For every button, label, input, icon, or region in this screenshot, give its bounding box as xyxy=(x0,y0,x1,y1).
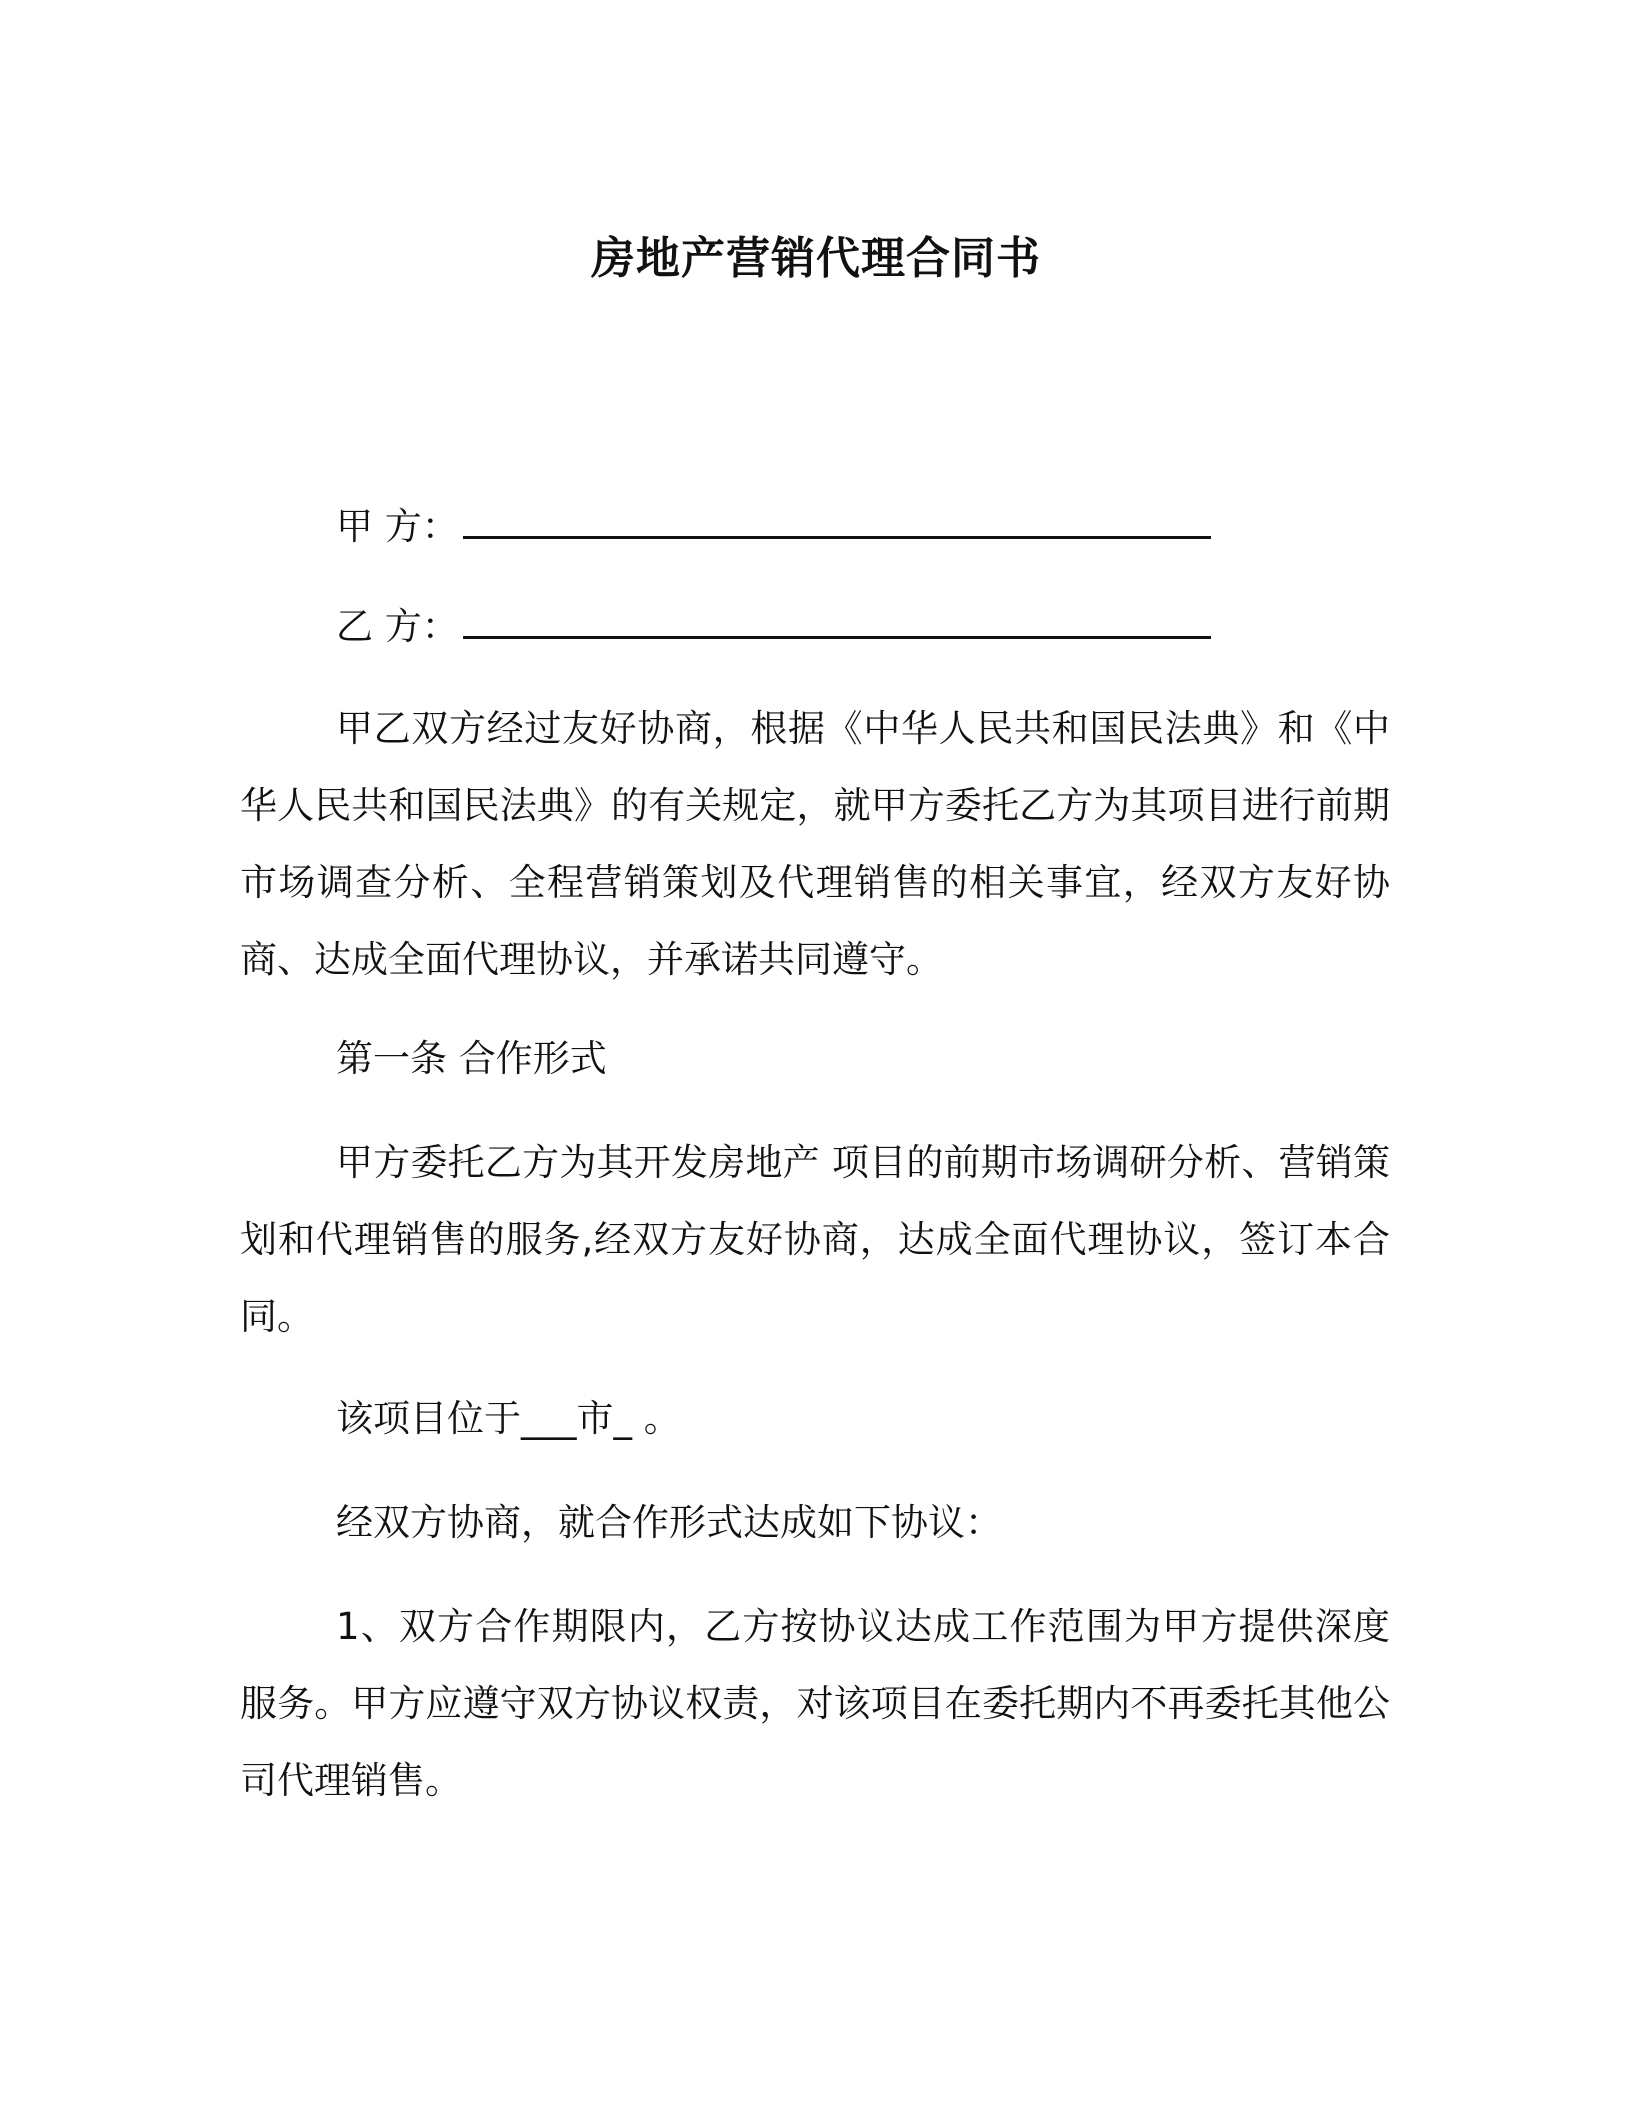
party-b-line xyxy=(336,588,1211,665)
party-a-label: 甲 方： xyxy=(336,505,459,548)
party-b-label: 乙 方： xyxy=(336,605,459,648)
document-title: 房地产营销代理合同书 xyxy=(591,233,1041,284)
project-location-line: 该项目位于___市_ 。 xyxy=(336,1397,681,1440)
party-a-blank xyxy=(463,490,1211,539)
article-1-heading: 第一条 合作形式 xyxy=(336,1037,607,1080)
party-a-line xyxy=(336,488,1211,565)
agreement-intro-line: 经双方协商，就合作形式达成如下协议： xyxy=(336,1501,1002,1544)
clause-1-paragraph: 1、双方合作期限内，乙方按协议达成工作范围为甲方提供深度服务。甲方应遵守双方协议权责，对该项目在委托期内不再委托其他公司代理销售。 xyxy=(240,1605,1390,1802)
article-1-paragraph: 甲方委托乙方为其开发房地产 项目的前期市场调研分析、营销策划和代理销售的服务,经双方友好协商，达成全面代理协议，签订本合同。 xyxy=(240,1141,1390,1338)
intro-paragraph: 甲乙双方经过友好协商，根据《中华人民共和国民法典》和《中华人民共和国民法典》的有关规定，就甲方委托乙方为其项目进行前期市场调查分析、全程营销策划及代理销售的相关事宜，经双方友好协商、达成全面代理协议，并承诺共同遵守。 xyxy=(240,707,1390,981)
party-b-blank xyxy=(463,590,1211,639)
